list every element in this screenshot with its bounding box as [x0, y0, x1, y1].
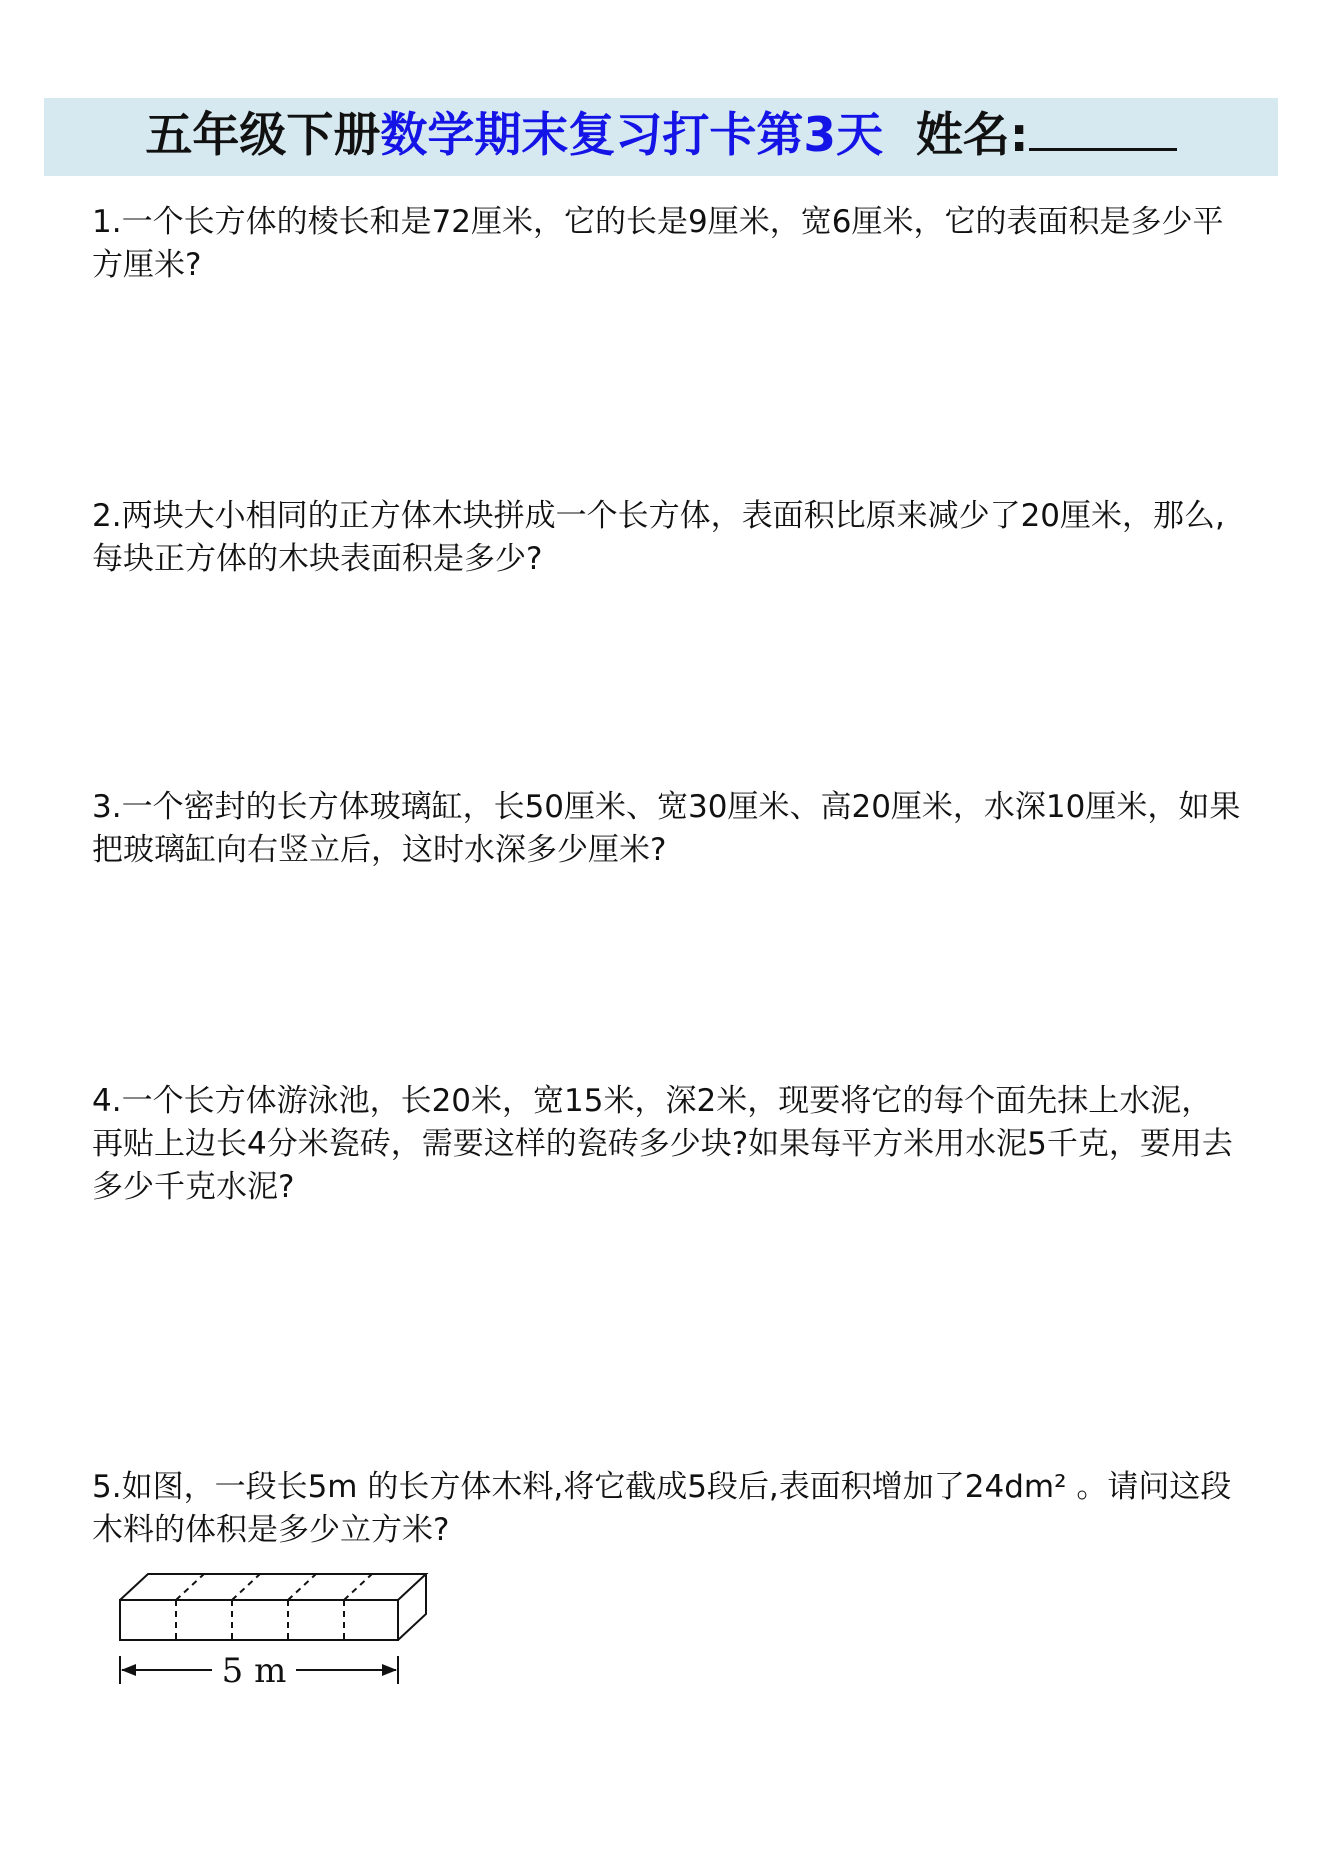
name-label: 姓名:: [915, 108, 1029, 163]
cut-line-top-2: [232, 1574, 260, 1600]
timber-right-face: [398, 1574, 426, 1640]
timber-figure: [108, 1560, 438, 1695]
title-grade: 五年级下册: [145, 108, 381, 163]
cut-line-top-3: [288, 1574, 316, 1600]
cut-line-top-1: [176, 1574, 204, 1600]
question-1: 1.一个长方体的棱长和是72厘米，它的长是9厘米，宽6厘米，它的表面积是多少平方厘米?: [92, 204, 1224, 283]
length-label: 5 m: [221, 1651, 287, 1691]
page-title: [44, 104, 1278, 168]
timber-diagram: [108, 1560, 438, 1695]
title-bar: [44, 98, 1278, 176]
arrow-right-icon: [382, 1664, 397, 1676]
title-subject: 数学期末复习打卡第3天: [380, 108, 884, 163]
question-4: 4.一个长方体游泳池，长20米，宽15米，深2米，现要将它的每个面先抹上水泥，再贴上边长4分米瓷砖，需要这样的瓷砖多少块?如果每平方米用水泥5千克，要用去多少千克水泥?: [92, 1083, 1233, 1205]
timber-top-face: [120, 1574, 426, 1600]
question-3: 3.一个密封的长方体玻璃缸，长50厘米、宽30厘米、高20厘米，水深10厘米，如果把玻璃缸向右竖立后，这时水深多少厘米?: [92, 789, 1241, 868]
question-2: 2.两块大小相同的正方体木块拼成一个长方体，表面积比原来减少了20厘米，那么,每块正方体的木块表面积是多少?: [92, 498, 1225, 577]
question-5: 5.如图，一段长5m 的长方体木料,将它截成5段后,表面积增加了24dm² 。请问这段木料的体积是多少立方米?: [92, 1469, 1232, 1548]
name-blank-field[interactable]: [1029, 104, 1177, 151]
arrow-left-icon: [121, 1664, 136, 1676]
timber-front-face: [120, 1600, 398, 1640]
cut-line-top-4: [344, 1574, 372, 1600]
